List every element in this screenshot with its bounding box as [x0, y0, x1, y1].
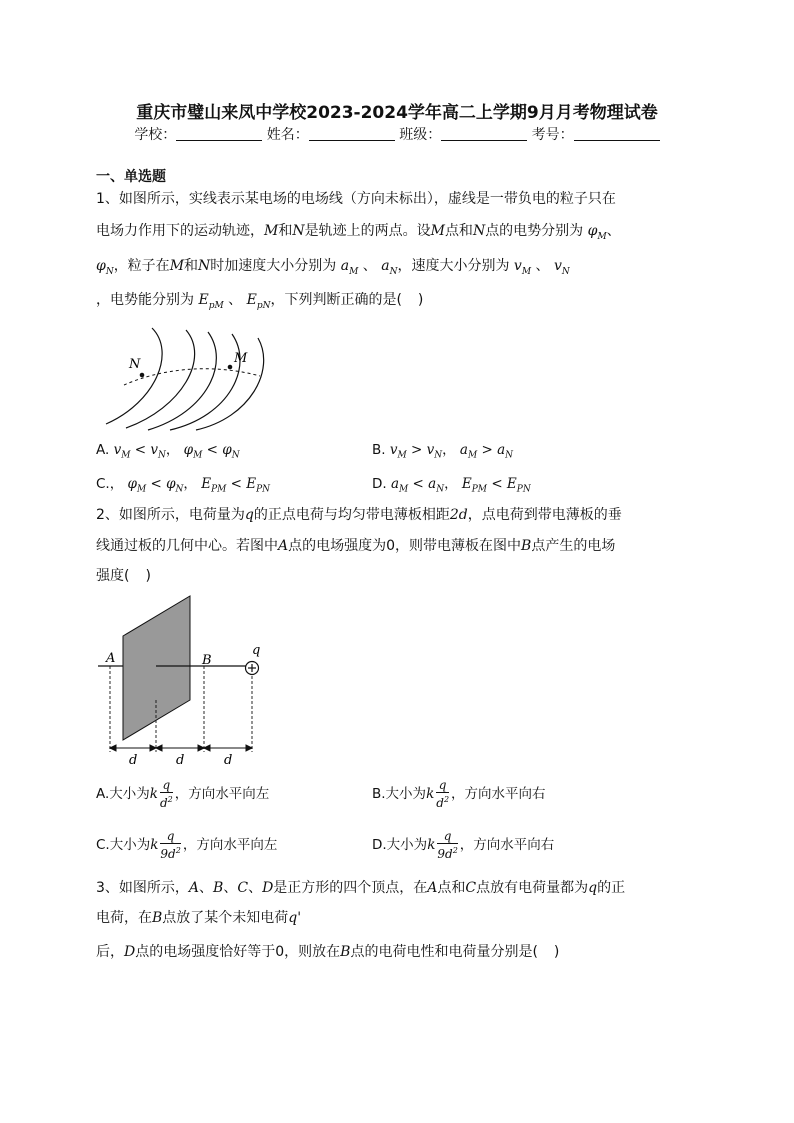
- label-q: q: [252, 643, 261, 658]
- label-N: N: [129, 357, 141, 372]
- q2-option-d[interactable]: D.大小为k $\frac{q}{9d^2}$ ，方向水平向右: [372, 829, 555, 861]
- label-B: B: [202, 653, 212, 668]
- point-N: [140, 373, 145, 378]
- q3-line-3: 后，D点的电场强度恰好等于0，则放在B点的电荷电性和电荷量分别是( ): [96, 944, 560, 960]
- q2-line-1: 2、如图所示，电荷量为q的正点电荷与均匀带电薄板相距2d，点电荷到带电薄板的垂: [96, 507, 622, 523]
- label-d-3: d: [224, 753, 233, 768]
- field-line-1: [106, 328, 162, 424]
- section-title: 一、单选题: [96, 169, 166, 185]
- q3-line-2: 电荷，在B点放了某个未知电荷q': [96, 910, 302, 926]
- field-name-blank[interactable]: [309, 126, 395, 141]
- q1-option-c[interactable]: C.， $\varphi_M < \varphi_N$， $E_{PM} < E_{PN}$: [96, 476, 271, 495]
- q2-plate-diagram: [94, 592, 274, 772]
- student-info-fields: [0, 124, 794, 144]
- label-d-1: d: [129, 753, 138, 768]
- label-d-2: d: [176, 753, 185, 768]
- q1-line-2: 电场力作用下的运动轨迹，M和N是轨迹上的两点。设M点和N点的电势分别为 $\varphi_M$、: [96, 223, 621, 242]
- q1-option-a[interactable]: A. $v_M < v_N$， $\varphi_M < \varphi_N$: [96, 442, 240, 461]
- q1-field-diagram: [98, 322, 278, 432]
- q3-line-1: 3、如图所示，A、B、C、D是正方形的四个顶点，在A点和C点放有电荷量都为q的正: [96, 880, 626, 896]
- page-title: 重庆市璧山来凤中学校2023-2024学年高二上学期9月月考物理试卷: [136, 103, 658, 123]
- q2-option-a[interactable]: A.大小为k $\frac{q}{d^2}$ ，方向水平向左: [96, 778, 270, 810]
- label-A: A: [106, 651, 116, 666]
- field-school-blank[interactable]: [176, 126, 262, 141]
- field-school-label: 学校：: [134, 127, 177, 143]
- q2-option-c[interactable]: C.大小为k $\frac{q}{9d^2}$ ，方向水平向左: [96, 829, 278, 861]
- field-number-blank[interactable]: [574, 126, 660, 141]
- q2-line-3: 强度( ): [96, 568, 151, 584]
- field-name-label: 姓名：: [266, 127, 309, 143]
- point-M: [228, 365, 233, 370]
- field-number-label: 考号：: [531, 127, 574, 143]
- field-class-blank[interactable]: [441, 126, 527, 141]
- q1-option-d[interactable]: D. $a_M < a_N$， $E_{PM} < E_{PN}$: [372, 476, 531, 495]
- q2-option-b[interactable]: B.大小为k $\frac{q}{d^2}$ ，方向水平向右: [372, 778, 546, 810]
- field-line-5: [196, 338, 264, 430]
- charged-plate: [123, 596, 190, 740]
- field-line-2: [126, 330, 195, 428]
- q1-line-1: 1、如图所示，实线表示某电场的电场线（方向未标出），虚线是一带负电的粒子只在: [96, 191, 616, 207]
- q1-line-3: $\varphi_N$，粒子在M和N时加速度大小分别为 $a_M$ 、 $a_N$，速度大小分别为 $v_M$ 、 $v_N$: [96, 258, 570, 277]
- q2-line-2: 线通过板的几何中心。若图中A点的电场强度为0，则带电薄板在图中B点产生的电场: [96, 538, 616, 554]
- label-M: M: [234, 351, 248, 366]
- q1-line-4: ，电势能分别为 $E_{pM}$ 、 $E_{pN}$，下列判断正确的是( ): [96, 292, 424, 311]
- field-class-label: 班级：: [399, 127, 442, 143]
- q1-option-b[interactable]: B. $v_M > v_N$， $a_M > a_N$: [372, 442, 514, 461]
- trajectory-dashed: [124, 369, 260, 385]
